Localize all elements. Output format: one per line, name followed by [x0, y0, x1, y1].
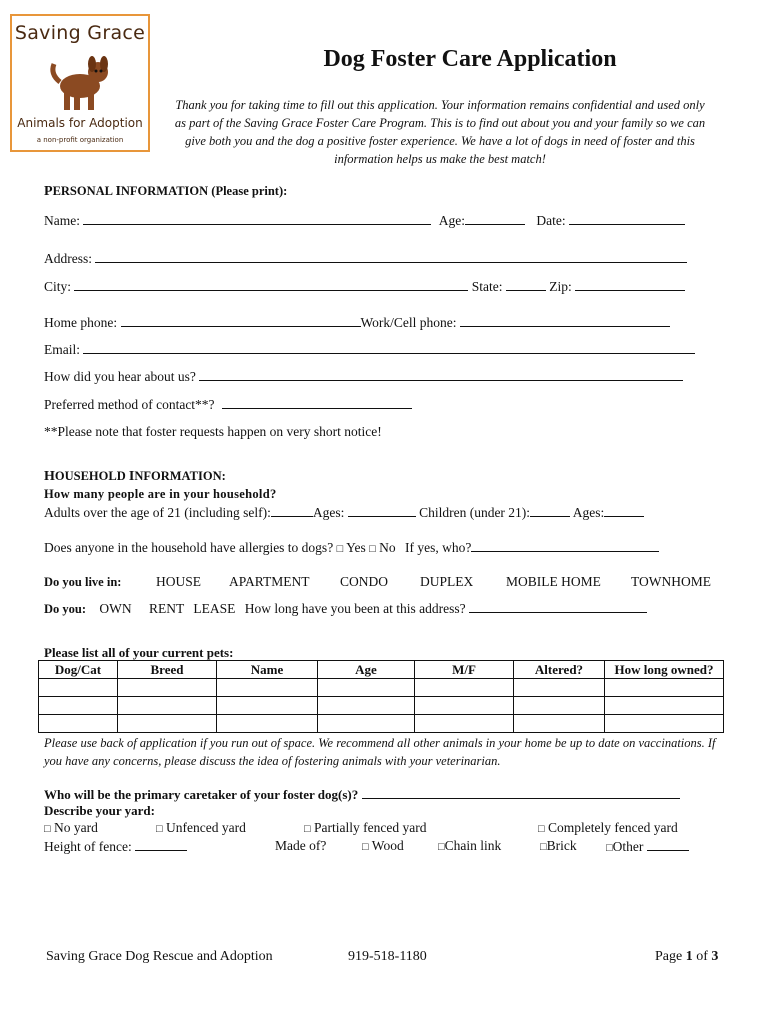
table-cell[interactable] [605, 715, 724, 733]
checkbox[interactable]: □ [606, 842, 613, 854]
table-cell[interactable] [605, 697, 724, 715]
notice-text: **Please note that foster requests happen on very short notice! [44, 424, 382, 439]
yes-label: Yes [346, 540, 366, 555]
personal-heading [44, 184, 287, 200]
current-page: 1 [685, 949, 693, 964]
phone-row [44, 314, 670, 331]
table-cell[interactable] [605, 679, 724, 697]
name-label: Name: [44, 213, 80, 228]
email-label: Email: [44, 342, 80, 357]
option-duplex[interactable]: DUPLEX [420, 574, 474, 589]
zip-field[interactable] [575, 278, 685, 291]
name-field[interactable] [83, 212, 431, 225]
checkbox[interactable]: □ [438, 841, 445, 853]
option-rent[interactable]: RENT [149, 601, 185, 616]
footer-org: Saving Grace Dog Rescue and Adoption [46, 949, 273, 964]
checkbox[interactable]: □ [540, 841, 547, 853]
table-row [39, 697, 724, 715]
heading-initial: I [115, 184, 121, 199]
adults-label: Adults over the age of 21 (including self): [44, 505, 271, 520]
allergies-yes-checkbox[interactable]: □ [336, 543, 344, 555]
allergies-no-checkbox[interactable]: □ [369, 543, 376, 555]
table-cell[interactable] [217, 715, 318, 733]
option-own[interactable]: OWN [99, 601, 132, 616]
state-field[interactable] [506, 278, 546, 291]
partial-fence-option[interactable] [304, 820, 426, 836]
table-row [39, 679, 724, 697]
yard-options-row [44, 820, 734, 838]
option-house[interactable]: HOUSE [156, 574, 202, 589]
city-row [44, 278, 685, 295]
email-row [44, 341, 695, 358]
option-lease[interactable]: LEASE [193, 601, 236, 616]
table-cell[interactable] [217, 697, 318, 715]
city-label: City: [44, 279, 72, 294]
total-pages: 3 [711, 949, 719, 964]
height-label: Height of fence: [44, 839, 132, 854]
dog-illustration-icon [46, 52, 118, 114]
adults-ages-field[interactable] [348, 504, 416, 517]
children-label: Children (under 21): [419, 505, 531, 520]
table-cell[interactable] [39, 679, 118, 697]
address-field[interactable] [95, 250, 687, 263]
name-row [44, 212, 685, 229]
table-cell[interactable] [415, 715, 514, 733]
describe-yard-label: Describe your yard: [44, 803, 155, 818]
pets-table [38, 660, 724, 733]
table-cell[interactable] [217, 679, 318, 697]
table-cell[interactable] [118, 715, 217, 733]
table-cell[interactable] [118, 679, 217, 697]
checkbox[interactable]: □ [538, 823, 545, 835]
height-field[interactable] [135, 838, 187, 851]
option-label: Partially fenced yard [314, 820, 427, 835]
home-phone-label: Home phone: [44, 315, 118, 330]
of-word: of [696, 949, 708, 964]
table-cell[interactable] [39, 697, 118, 715]
address-row [44, 250, 687, 267]
option-label: Chain link [444, 838, 502, 853]
checkbox[interactable]: □ [362, 841, 369, 853]
complete-fence-option[interactable] [538, 820, 678, 836]
how-many-label: How many people are in your household? [44, 487, 277, 501]
unfenced-option[interactable] [156, 820, 246, 836]
col-dog-cat: Dog/Cat [39, 661, 118, 679]
email-field[interactable] [83, 341, 695, 354]
col-mf: M/F [415, 661, 514, 679]
checkbox[interactable]: □ [44, 823, 51, 835]
no-yard-option[interactable] [44, 820, 98, 836]
option-label: Wood [371, 838, 404, 853]
work-phone-label: Work/Cell phone: [360, 315, 457, 330]
footer-phone: 919-518-1180 [348, 949, 427, 964]
logo-tagline: a non-profit organization [36, 136, 124, 144]
fence-row [44, 838, 734, 856]
household-heading [44, 469, 226, 485]
form-title: Dog Foster Care Application [323, 46, 617, 72]
age-field[interactable] [465, 212, 525, 225]
option-mobile-home[interactable]: MOBILE HOME [506, 574, 601, 589]
allergies-label: Does anyone in the household have allergies to dogs? [44, 540, 334, 555]
children-ages-field[interactable] [604, 504, 644, 517]
option-label: Unfenced yard [166, 820, 246, 835]
table-cell[interactable] [318, 715, 415, 733]
no-label: No [379, 540, 396, 555]
caretaker-field[interactable] [362, 786, 680, 799]
caretaker-label: Who will be the primary caretaker of your foster dog(s)? [44, 787, 359, 802]
heading-initial: I [128, 469, 135, 484]
logo-title: Saving Grace [14, 22, 146, 44]
table-cell[interactable] [514, 697, 605, 715]
hear-field[interactable] [199, 368, 683, 381]
hear-row [44, 368, 683, 385]
col-name: Name [217, 661, 318, 679]
allergies-who-field[interactable] [471, 539, 659, 552]
brick-option[interactable] [540, 838, 577, 854]
wood-option[interactable] [362, 838, 404, 854]
table-cell[interactable] [514, 715, 605, 733]
fence-height [44, 838, 187, 855]
state-label: State: [471, 279, 503, 294]
live-in-label: Do you live in: [44, 575, 122, 589]
checkbox[interactable]: □ [304, 823, 311, 835]
heading-part: ERSONAL [52, 184, 116, 198]
how-long-label: How long have you been at this address? [244, 601, 466, 616]
adults-field[interactable] [271, 504, 313, 517]
allergies-row [44, 539, 659, 556]
work-phone-field[interactable] [460, 314, 670, 327]
heading-initial: P [44, 184, 53, 199]
adults-row [44, 504, 644, 521]
home-phone-field[interactable] [121, 314, 361, 327]
heading-part: NFORMATION (Please print): [120, 184, 288, 198]
zip-label: Zip: [549, 279, 572, 294]
table-cell[interactable] [39, 715, 118, 733]
option-condo[interactable]: CONDO [340, 574, 389, 589]
contact-label: Preferred method of contact**? [44, 397, 215, 412]
other-option[interactable] [606, 838, 689, 855]
address-label: Address: [44, 251, 92, 266]
hear-label: How did you hear about us? [44, 369, 196, 384]
option-townhome[interactable]: TOWNHOME [631, 574, 711, 589]
heading-part: NFORMATION: [134, 469, 226, 483]
logo-subtitle: Animals for Adoption [17, 116, 143, 130]
intro-text: Thank you for taking time to fill out this application. Your information remains confidential and used only as part of the Saving Grace Foster Care Program. This is to find out about you and your family so we can give both you and the dog a positive foster experience. We have a lot of dogs in need of foster and this information helps us make the best match! [174, 98, 706, 166]
if-yes-label: If yes, who? [405, 540, 472, 555]
date-label: Date: [536, 213, 566, 228]
pets-note: Please use back of application if you run out of space. We recommend all other animals in your home be up to date on vaccinations. If you have any concerns, please discuss the idea of fostering animals with your veterinarian. [44, 736, 716, 768]
children-field[interactable] [530, 504, 570, 517]
table-cell[interactable] [514, 679, 605, 697]
option-label: Brick [546, 838, 577, 853]
checkbox[interactable]: □ [156, 823, 163, 835]
children-ages-label: Ages: [572, 505, 605, 520]
pets-header-row [39, 661, 724, 679]
city-field[interactable] [74, 278, 468, 291]
contact-field[interactable] [222, 396, 412, 409]
contact-row [44, 396, 412, 413]
pets-heading: Please list all of your current pets: [44, 645, 234, 660]
ownership-row [44, 600, 647, 617]
col-how-long: How long owned? [605, 661, 724, 679]
option-apartment[interactable]: APARTMENT [229, 574, 310, 589]
col-altered: Altered? [514, 661, 605, 679]
logo [10, 14, 150, 152]
table-cell[interactable] [415, 697, 514, 715]
heading-part: OUSEHOLD [54, 469, 129, 483]
col-age: Age [318, 661, 415, 679]
how-long-field[interactable] [469, 600, 647, 613]
table-row [39, 715, 724, 733]
live-in-row [44, 574, 711, 590]
other-field[interactable] [647, 838, 689, 851]
table-cell[interactable] [318, 679, 415, 697]
table-cell[interactable] [118, 697, 217, 715]
col-breed: Breed [118, 661, 217, 679]
option-label: Completely fenced yard [548, 820, 678, 835]
chain-link-option[interactable] [438, 838, 501, 854]
do-you-label: Do you: [44, 602, 87, 616]
page-word: Page [655, 949, 683, 964]
table-cell[interactable] [415, 679, 514, 697]
caretaker-row [44, 786, 680, 803]
table-cell[interactable] [318, 697, 415, 715]
option-label: Other [612, 839, 644, 854]
option-label: No yard [54, 820, 98, 835]
date-field[interactable] [569, 212, 685, 225]
page-number [655, 949, 718, 965]
adults-ages-label: Ages: [312, 505, 345, 520]
made-of-label: Made of? [275, 838, 327, 853]
heading-initial: H [44, 469, 55, 484]
age-label: Age: [438, 213, 465, 228]
